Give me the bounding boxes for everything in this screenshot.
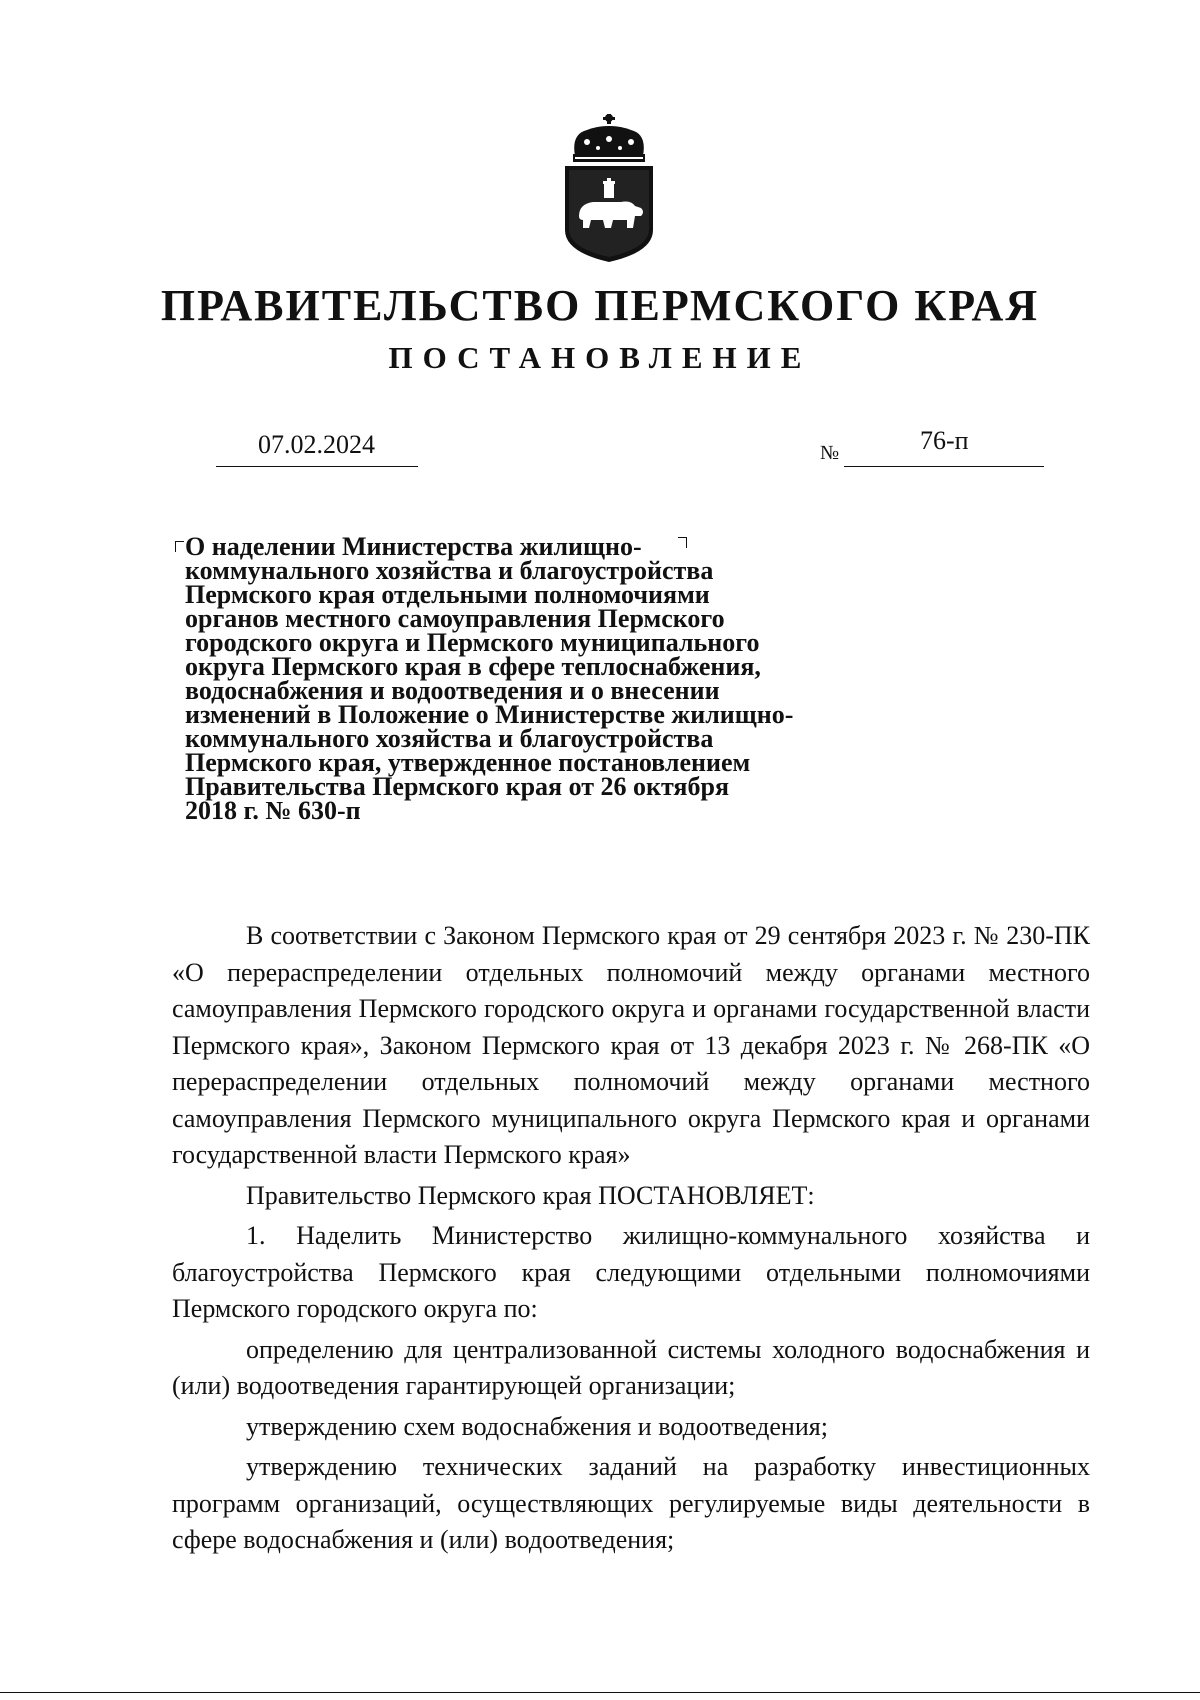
document-date-field xyxy=(216,426,418,467)
subject-line: городского округа и Пермского муниципального xyxy=(185,628,760,657)
subject-line: изменений в Положение о Министерстве жилищно- xyxy=(185,700,794,729)
perm-krai-coat-of-arms-icon xyxy=(561,112,657,264)
subject-line: коммунального хозяйства и благоустройства xyxy=(185,724,714,753)
subject-line: О наделении Министерства жилищно- xyxy=(185,532,642,561)
document-number: 76-п xyxy=(920,426,969,455)
number-sign: № xyxy=(820,442,840,464)
resolves-paragraph: Правительство Пермского края ПОСТАНОВЛЯЕТ: xyxy=(246,1180,815,1210)
document-body xyxy=(172,918,1090,1559)
scan-edge-line xyxy=(0,1692,1200,1693)
item-1-paragraph: 1. Наделить Министерство жилищно-коммунального хозяйства и благоустройства Пермского края следующими отдельными полномочиями Пермского городского округа по: xyxy=(172,1221,1090,1323)
document-date: 07.02.2024 xyxy=(258,430,375,459)
document-number-field xyxy=(844,426,1044,467)
subject-line: органов местного самоуправления Пермского xyxy=(185,604,725,633)
subject-corner-left xyxy=(175,541,184,552)
subject-line: Правительства Пермского края от 26 октября xyxy=(185,772,730,801)
subject-line: водоснабжения и водоотведения и о внесении xyxy=(185,676,720,705)
subject-line: коммунального хозяйства и благоустройства xyxy=(185,556,714,585)
government-title: ПРАВИТЕЛЬСТВО ПЕРМСКОГО КРАЯ xyxy=(160,281,1040,330)
subject-line: Пермского края отдельными полномочиями xyxy=(185,580,710,609)
sub-item-paragraph: определению для централизованной системы холодного водоснабжения и (или) водоотведения гарантирующей организации; xyxy=(172,1334,1090,1400)
document-type: ПОСТАНОВЛЕНИЕ xyxy=(388,340,812,375)
sub-item-paragraph: утверждению технических заданий на разработку инвестиционных программ организаций, осуществляющих регулируемые виды деятельности в сфере водоснабжения и (или) водоотведения; xyxy=(172,1452,1090,1554)
subject-line: Пермского края, утвержденное постановлением xyxy=(185,748,751,777)
subject-line: 2018 г. № 630-п xyxy=(185,796,361,825)
document-subject xyxy=(185,532,865,825)
sub-item-paragraph: утверждению схем водоснабжения и водоотведения; xyxy=(246,1411,828,1441)
subject-line: округа Пермского края в сфере теплоснабжения, xyxy=(185,652,761,681)
preamble-paragraph: В соответствии с Законом Пермского края от 29 сентября 2023 г. № 230-ПК «О перераспределении отдельных полномочий между органами местного самоуправления Пермского городского округа и органами государственной власти Пермского края», Законом Пермского края от 13 декабря 2023 г. № 268-ПК «О перераспределении отдельных полномочий между органами местного самоуправления Пермского муниципального округа Пермского края и органами государственной власти Пермского края» xyxy=(172,921,1090,1169)
